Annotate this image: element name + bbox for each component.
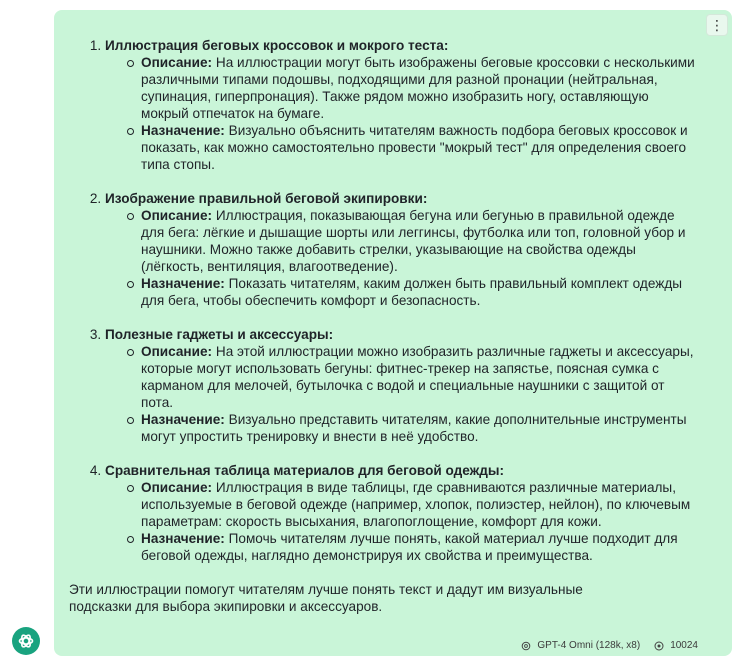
list-item [105, 462, 699, 564]
bullet-text: Помочь читателям лучше понять, какой материал лучше подходит для беговой одежды, наглядно демонстрируя их свойства и преимущества. [141, 531, 678, 563]
bullet-label: Назначение: [141, 123, 225, 138]
bullet-description [141, 54, 699, 122]
illustration-list [69, 37, 699, 564]
message-footer [521, 640, 698, 651]
list-item [105, 37, 699, 173]
bullet-text: Показать читателям, каким должен быть правильный комплект одежды для бега, чтобы обеспечить комфорт и безопасность. [141, 276, 683, 308]
message-content [69, 37, 699, 615]
bullet-label: Описание: [141, 344, 213, 359]
bullet-text: Иллюстрация, показывающая бегуна или бегунью в правильной одежде для бега: лёгкие и дышащие шорты или леггинсы, футболка или топ, головной убор и наушники. Можно также добавить стрелки, указывающие на свойства одежды (лёгкость, вентиляция, влагоотведение). [141, 208, 686, 274]
bullet-text: Визуально объяснить читателям важность подбора беговых кроссовок и показать, как можно самостоятельно провести "мокрый тест" для определения своего типа стопы. [141, 123, 688, 172]
model-name: GPT-4 Omni (128k, x8) [537, 640, 641, 651]
coin-icon [654, 641, 664, 651]
bullet-label: Назначение: [141, 276, 225, 291]
more-vertical-icon: ⋮ [710, 17, 724, 33]
openai-logo-icon [17, 632, 35, 650]
list-item [105, 326, 699, 445]
bullet-text: На иллюстрации могут быть изображены беговые кроссовки с несколькими различными типами подошвы, подходящими для разной пронации (нейтральная, супинация, гиперпронация). Также рядом можно изобразить ногу, оставляющую мокрый отпечаток на бумаге. [141, 55, 695, 121]
bullet-label: Назначение: [141, 412, 225, 427]
bullet-text: Иллюстрация в виде таблицы, где сравниваются различные материалы, используемые в беговой одежде (например, хлопок, полиэстер, нейлон), по ключевым параметрам: скорость высыхания, влагопоглощение, комфорт для кожи. [141, 480, 691, 529]
bullet-label: Описание: [141, 208, 213, 223]
token-count: 10024 [670, 640, 698, 651]
bullet-label: Описание: [141, 480, 213, 495]
bullet-purpose [141, 530, 699, 564]
item-title: Сравнительная таблица материалов для беговой одежды: [105, 463, 505, 478]
item-title: Иллюстрация беговых кроссовок и мокрого теста: [105, 38, 449, 53]
item-title: Полезные гаджеты и аксессуары: [105, 327, 334, 342]
item-title: Изображение правильной беговой экипировки: [105, 191, 428, 206]
bullet-label: Описание: [141, 55, 213, 70]
bullet-purpose [141, 275, 699, 309]
bullet-purpose [141, 411, 699, 445]
bullet-purpose [141, 122, 699, 173]
bullet-description [141, 207, 699, 275]
bullet-text: Визуально представить читателям, какие дополнительные инструменты могут упростить тренировку и внести в неё удобство. [141, 412, 687, 444]
list-item [105, 190, 699, 309]
assistant-avatar [12, 627, 40, 655]
bullet-description [141, 343, 699, 411]
bullet-description [141, 479, 699, 530]
openai-icon [521, 641, 531, 651]
bullet-text: На этой иллюстрации можно изобразить различные гаджеты и аксессуары, которые могут использовать бегуны: фитнес-трекер на запястье, поясная сумка с карманом для мелочей, бутылочка с водой и специальные наушники с защитой от пота. [141, 344, 694, 410]
bullet-label: Назначение: [141, 531, 225, 546]
message-menu-button[interactable] [706, 14, 728, 36]
closing-paragraph: Эти иллюстрации помогут читателям лучше понять текст и дадут им визуальные подсказки для выбора экипировки и аксессуаров. [69, 582, 583, 614]
